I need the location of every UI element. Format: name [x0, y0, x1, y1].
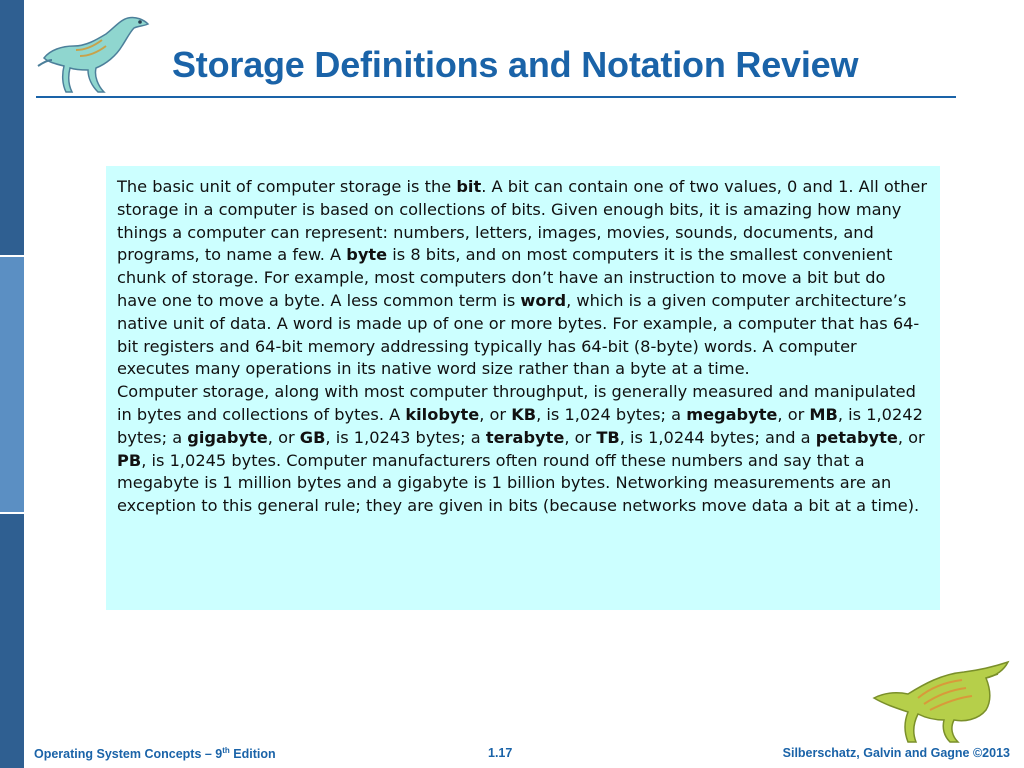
left-bar-top — [0, 0, 24, 255]
footer-book-prefix: Operating System Concepts – 9 — [34, 747, 223, 762]
term-petabyte: petabyte — [815, 427, 898, 447]
term-terabyte: terabyte — [485, 427, 565, 447]
text-run: . A bit can contain one of two values, 0 and 1. All other storage in a computer is based on collections of bits. Given enough bits, it is amazing how many things a computer can represent: numbers, letters, images, movies, sounds, documents, and programs, to name a few. A — [117, 177, 927, 265]
term-megabyte: megabyte — [686, 404, 778, 424]
term-gb: GB — [299, 427, 326, 447]
footer-book-title — [34, 746, 276, 761]
text-run: is 8 bits, and on most computers it is the smallest convenient chunk of storage. For example, most computers don’t have an instruction to move a bit but do have one to move a byte. A less common term is — [117, 245, 893, 310]
term-kb: KB — [511, 404, 537, 424]
text-run: The basic unit of computer storage is the — [117, 177, 457, 196]
term-bit: bit — [456, 177, 482, 196]
text-run: , or — [777, 404, 810, 424]
footer-edition-superscript: th — [222, 746, 230, 755]
text-run: , is 1,0244 bytes; and a — [619, 427, 816, 447]
definition-box — [106, 166, 940, 610]
term-kilobyte: kilobyte — [405, 404, 480, 424]
dinosaur-logo-icon — [36, 6, 156, 98]
term-gigabyte: gigabyte — [187, 427, 268, 447]
paragraph-storage-units — [117, 381, 930, 518]
slide-title: Storage Definitions and Notation Review — [172, 44, 859, 85]
left-bar-bottom — [0, 514, 24, 768]
text-run: , which is a given computer architecture’s native unit of data. A word is made up of one or more bytes. For example, a computer that has 64-bit registers and 64-bit memory addressing typically has 64-bit (8-byte) words. A computer executes many operations in its native word size rather than a byte at a time. — [117, 290, 920, 379]
text-run: , is 1,0242 bytes; a — [117, 404, 923, 447]
text-run: Computer storage, along with most computer throughput, is generally measured and manipulated in bytes and collections of bytes. A — [117, 382, 916, 424]
footer-copyright: Silberschatz, Galvin and Gagne ©2013 — [782, 746, 1010, 760]
footer-book-suffix: Edition — [229, 747, 276, 762]
paragraph-bits-bytes-words — [117, 176, 930, 381]
text-run: , is 1,0243 bytes; a — [325, 427, 486, 447]
dinosaur-footer-icon — [868, 658, 1016, 746]
term-byte: byte — [346, 245, 388, 265]
term-tb: TB — [596, 427, 620, 447]
text-run: , is 1,024 bytes; a — [536, 404, 687, 424]
title-underline — [36, 96, 956, 98]
term-pb: PB — [117, 450, 142, 470]
text-run: , or — [564, 427, 597, 447]
footer-page-number: 1.17 — [488, 746, 513, 760]
term-word: word — [520, 290, 567, 310]
text-run: , or — [479, 404, 512, 424]
text-run: , is 1,0245 bytes. Computer manufacturers often round off these numbers and say that a megabyte is 1 million bytes and a gigabyte is 1 billion bytes. Networking measurements are an exception to this general rule; they are given in bits (because networks move data a bit at a time). — [117, 450, 920, 516]
term-mb: MB — [809, 404, 838, 424]
text-run: , or — [897, 427, 925, 447]
text-run: , or — [267, 427, 300, 447]
left-bar-middle — [0, 257, 24, 512]
